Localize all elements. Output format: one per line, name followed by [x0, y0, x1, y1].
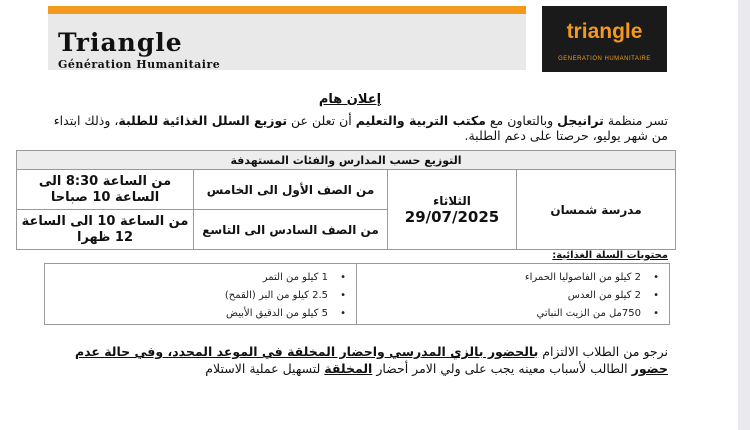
bullet-icon: •: [340, 271, 346, 283]
contents-column-right: [357, 264, 669, 324]
announcement-title: إعلان هام: [318, 92, 382, 107]
closing-text-2: الطالب لأسباب معينه يجب على ولي الامر أحضار: [372, 361, 632, 376]
item-label: 2 كيلو من العدس: [567, 289, 641, 301]
announcement-intro: [44, 113, 668, 143]
date-cell: [388, 170, 517, 250]
list-item: [55, 304, 346, 322]
viewer-edge: [738, 0, 750, 430]
table-row: [17, 170, 676, 210]
item-label: 2 كيلو من الفاصوليا الحمراء: [524, 271, 641, 283]
header-accent-bar: [48, 6, 526, 14]
school-cell: مدرسة شمسان: [517, 170, 676, 250]
item-label: 5 كيلو من الدقيق الأبيض: [225, 307, 328, 319]
list-item: [367, 268, 659, 286]
closing-text-1: نرجو من الطلاب الالتزام: [538, 344, 668, 359]
time-cell: من الساعة 8:30 الى الساعة 10 صباحا: [17, 170, 194, 210]
list-item: [55, 286, 346, 304]
bullet-icon: •: [653, 289, 659, 301]
triangle-logo: [542, 6, 667, 72]
day-label: الثلاثاء: [433, 193, 471, 208]
closing-text-3: لتسهيل عملية الاستلام: [205, 361, 325, 376]
contents-title: محتويات السلة الغذائية:: [552, 250, 668, 261]
closing-emphasis-2: المخلقة: [324, 361, 373, 376]
item-label: 2.5 كيلو من البر (القمح): [224, 289, 328, 301]
item-label: 750مل من الزيت النباتي: [536, 307, 641, 319]
logo-subtitle: GENERATION HUMANITAIRE: [558, 56, 651, 62]
org-name: Triangle: [58, 28, 183, 57]
grades-cell: من الصف السادس الى التاسع: [194, 210, 388, 250]
time-cell: من الساعة 10 الى الساعة 12 ظهرا: [17, 210, 194, 250]
contents-box: [44, 263, 670, 325]
bullet-icon: •: [340, 289, 346, 301]
list-item: [367, 304, 659, 322]
contents-column-left: [45, 264, 357, 324]
bullet-icon: •: [340, 307, 346, 319]
closing-emphasis-1: بالحضور بالزي المدرسي واحضار المخلقة في الموعد المحدد، وفي حالة عدم حضور: [74, 344, 668, 376]
distribution-table: [16, 150, 676, 250]
intro-text-4: ، وذلك ابتداء من شهر يوليو، حرصتا على دعم الطلبة.: [53, 113, 668, 143]
logo-wordmark: triangle: [566, 20, 643, 43]
org-tagline: Génération Humanitaire: [58, 58, 221, 71]
intro-text-3: أن تعلن عن: [287, 113, 356, 128]
list-item: [367, 286, 659, 304]
intro-text-1: تسر منظمة: [603, 113, 668, 128]
item-label: 1 كيلو من التمر: [262, 271, 328, 283]
list-item: [55, 268, 346, 286]
date-value: 29/07/2025: [404, 207, 500, 226]
grades-cell: من الصف الأول الى الخامس: [194, 170, 388, 210]
intro-office: مكتب التربية والتعليم: [355, 113, 486, 128]
bullet-icon: •: [653, 271, 659, 283]
intro-distribution: توزيع السلل الغذائية للطلبة: [118, 113, 288, 128]
closing-paragraph: [44, 343, 668, 377]
intro-text-2: وبالتعاون مع: [485, 113, 558, 128]
bullet-icon: •: [653, 307, 659, 319]
intro-org: ترانيجل: [557, 113, 604, 128]
table-header: التوزيع حسب المدارس والفئات المستهدفة: [17, 151, 676, 170]
table-header-row: [17, 151, 676, 170]
